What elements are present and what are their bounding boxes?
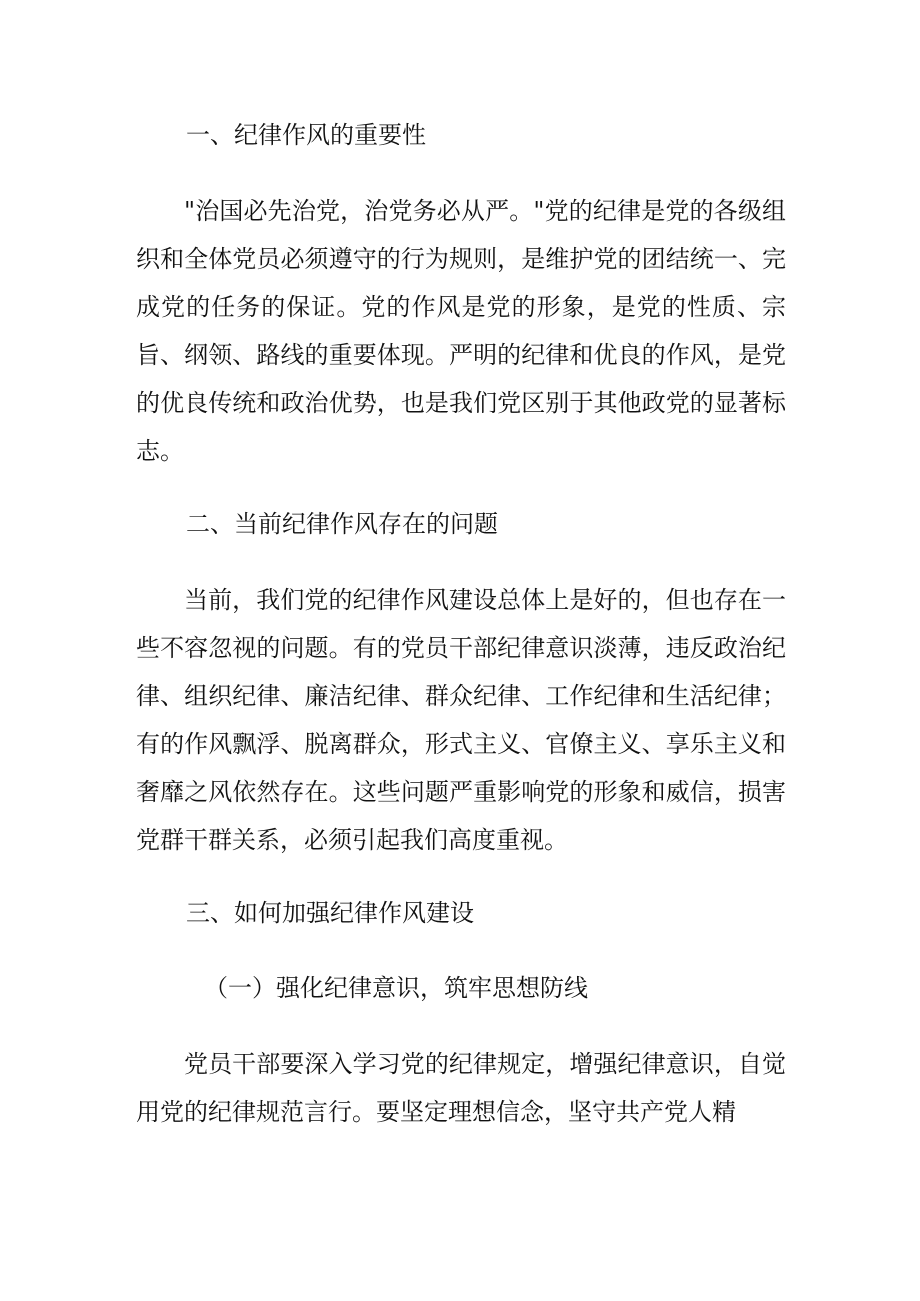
section-2-paragraph: 当前，我们党的纪律作风建设总体上是好的，但也存在一些不容忽视的问题。有的党员干部纪律意识淡薄，违反政治纪律、组织纪律、廉洁纪律、群众纪律、工作纪律和生活纪律；有的作风飘浮、脱离群众，形式主义、官僚主义、享乐主义和奢靡之风依然存在。这些问题严重影响党的形象和威信，损害党群干群关系，必须引起我们高度重视。 <box>136 586 786 854</box>
section-3-heading: 三、如何加强纪律作风建设 <box>186 899 474 927</box>
section-3-subheading-1: （一）强化纪律意识，筑牢思想防线 <box>204 974 588 1002</box>
section-2-heading: 二、当前纪律作风存在的问题 <box>186 510 498 538</box>
section-1-heading: 一、纪律作风的重要性 <box>186 121 426 149</box>
section-3-paragraph: 党员干部要深入学习党的纪律规定，增强纪律意识，自觉用党的纪律规范言行。要坚定理想信念，坚守共产党人精 <box>136 1050 786 1126</box>
section-1-paragraph: "治国必先治党，治党务必从严。"党的纪律是党的各级组织和全体党员必须遵守的行为规则，是维护党的团结统一、完成党的任务的保证。党的作风是党的形象，是党的性质、宗旨、纲领、路线的重要体现。严明的纪律和优良的作风，是党的优良传统和政治优势，也是我们党区别于其他政党的显著标志。 <box>136 197 786 465</box>
